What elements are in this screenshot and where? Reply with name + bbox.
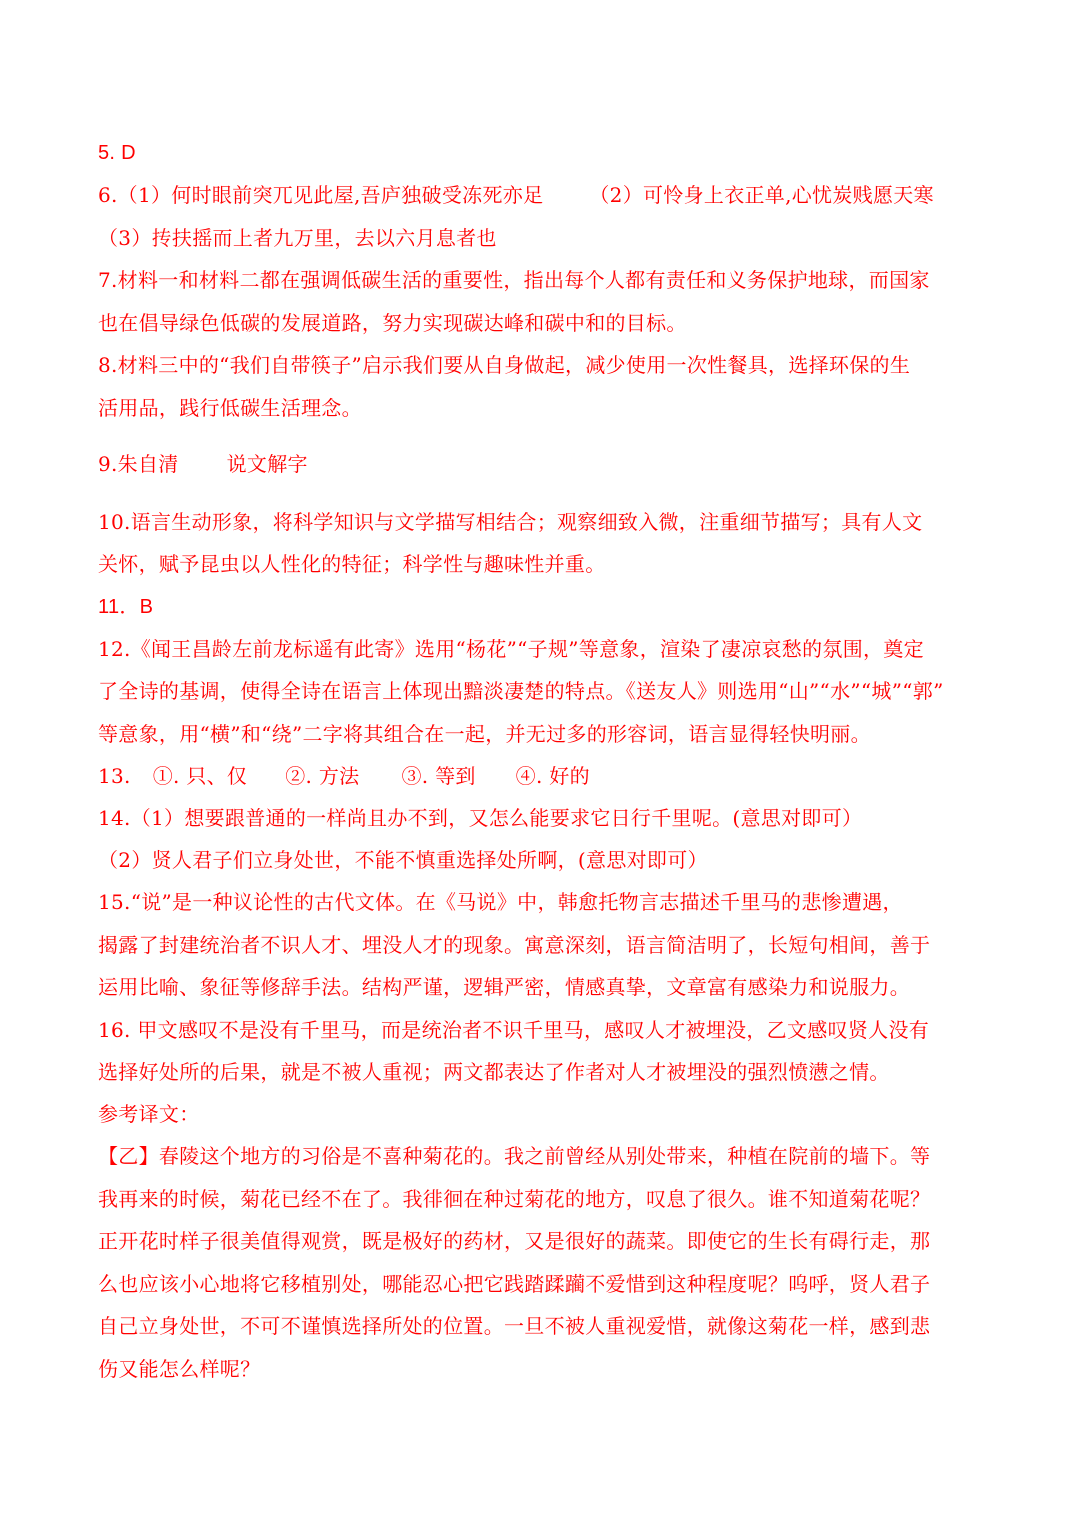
answer-12-line-3: 等意象，用“横”和“绕”二字将其组合在一起，并无过多的形容词，语言显得轻快明丽。 bbox=[98, 722, 871, 746]
answer-8-line-1: 8.材料三中的“我们自带筷子”启示我们要从自身做起，减少使用一次性餐具，选择环保的生 bbox=[98, 353, 911, 377]
translation-line-2: 我再来的时候，菊花已经不在了。我徘徊在种过菊花的地方，叹息了很久。谁不知道菊花呢？ bbox=[98, 1187, 931, 1211]
answer-7-line-2: 也在倡导绿色低碳的发展道路，努力实现碳达峰和碳中和的目标。 bbox=[98, 311, 687, 335]
answer-13-item-4: ④. 好的 bbox=[515, 764, 590, 788]
translation-line-4: 么也应该小心地将它移植别处，哪能忍心把它践踏蹂躏不爱惜到这种程度呢？呜呼，贤人君子 bbox=[98, 1272, 931, 1296]
answer-13-item-2: ②. 方法 bbox=[285, 764, 360, 788]
translation-line-1: 【乙】春陵这个地方的习俗是不喜种菊花的。我之前曾经从别处带来，种植在院前的墙下。等 bbox=[98, 1144, 931, 1168]
answer-12-line-2: 了全诗的基调，使得全诗在语言上体现出黯淡凄楚的特点。《送友人》则选用“山”“水”“城”“郭” bbox=[98, 679, 944, 703]
answer-13-number: 13. bbox=[98, 764, 131, 788]
answer-14-line-2: （2）贤人君子们立身处世，不能不慎重选择处所啊，(意思对即可） bbox=[98, 848, 708, 872]
answer-6-part-2: （2）可怜身上衣正单,心忧炭贱愿天寒 bbox=[589, 183, 934, 207]
answer-14-line-1: 14.（1）想要跟普通的一样尚且办不到，又怎么能要求它日行千里呢。(意思对即可） bbox=[98, 806, 863, 830]
answer-13 bbox=[98, 762, 590, 790]
answer-16-line-1: 16. 甲文感叹不是没有千里马，而是统治者不识千里马，感叹人才被埋没，乙文感叹贤人没有 bbox=[98, 1018, 930, 1042]
translation-line-6: 伤又能怎么样呢？ bbox=[98, 1357, 261, 1381]
answer-12-line-1: 12.《闻王昌龄左前龙标遥有此寄》选用“杨花”“子规”等意象，渲染了凄凉哀愁的氛围，奠定 bbox=[98, 637, 924, 661]
answer-13-item-1: ①. 只、仅 bbox=[152, 764, 248, 788]
answer-15-line-3: 运用比喻、象征等修辞手法。结构严谨，逻辑严密，情感真挚，文章富有感染力和说服力。 bbox=[98, 975, 910, 999]
translation-line-5: 自己立身处世，不可不谨慎选择所处的位置。一旦不被人重视爱惜，就像这菊花一样，感到悲 bbox=[98, 1314, 931, 1338]
answer-8-line-2: 活用品，践行低碳生活理念。 bbox=[98, 396, 362, 420]
answer-13-item-3: ③. 等到 bbox=[401, 764, 476, 788]
translation-line-3: 正开花时样子很美值得观赏，既是极好的药材，又是很好的蔬菜。即使它的生长有碍行走，那 bbox=[98, 1229, 931, 1253]
answer-6-part-1: 6.（1）何时眼前突兀见此屋,吾庐独破受冻死亦足 bbox=[98, 183, 544, 207]
answer-6-line-2: （3）抟扶摇而上者九万里，去以六月息者也 bbox=[98, 226, 497, 250]
answer-6-line-1 bbox=[98, 181, 934, 209]
answer-10-line-1: 10.语言生动形象，将科学知识与文学描写相结合；观察细致入微，注重细节描写；具有人文 bbox=[98, 510, 923, 534]
answer-15-line-2: 揭露了封建统治者不识人才、埋没人才的现象。寓意深刻，语言简洁明了，长短句相间，善于 bbox=[98, 933, 931, 957]
answer-16-line-2: 选择好处所的后果，就是不被人重视；两文都表达了作者对人才被埋没的强烈愤懑之情。 bbox=[98, 1060, 890, 1084]
answer-11: 11．B bbox=[98, 596, 154, 618]
answer-10-line-2: 关怀，赋予昆虫以人性化的特征；科学性与趣味性并重。 bbox=[98, 552, 606, 576]
answer-9-part-2: 说文解字 bbox=[226, 452, 308, 476]
answer-7-line-1: 7.材料一和材料二都在强调低碳生活的重要性，指出每个人都有责任和义务保护地球，而国家 bbox=[98, 268, 930, 292]
reference-translation-title: 参考译文： bbox=[98, 1102, 200, 1126]
answer-5: 5. D bbox=[98, 142, 136, 164]
answer-9-part-1: 9.朱自清 bbox=[98, 452, 179, 476]
answer-15-line-1: 15.“说”是一种议论性的古代文体。在《马说》中，韩愈托物言志描述千里马的悲惨遭遇， bbox=[98, 890, 903, 914]
answer-9 bbox=[98, 450, 308, 478]
